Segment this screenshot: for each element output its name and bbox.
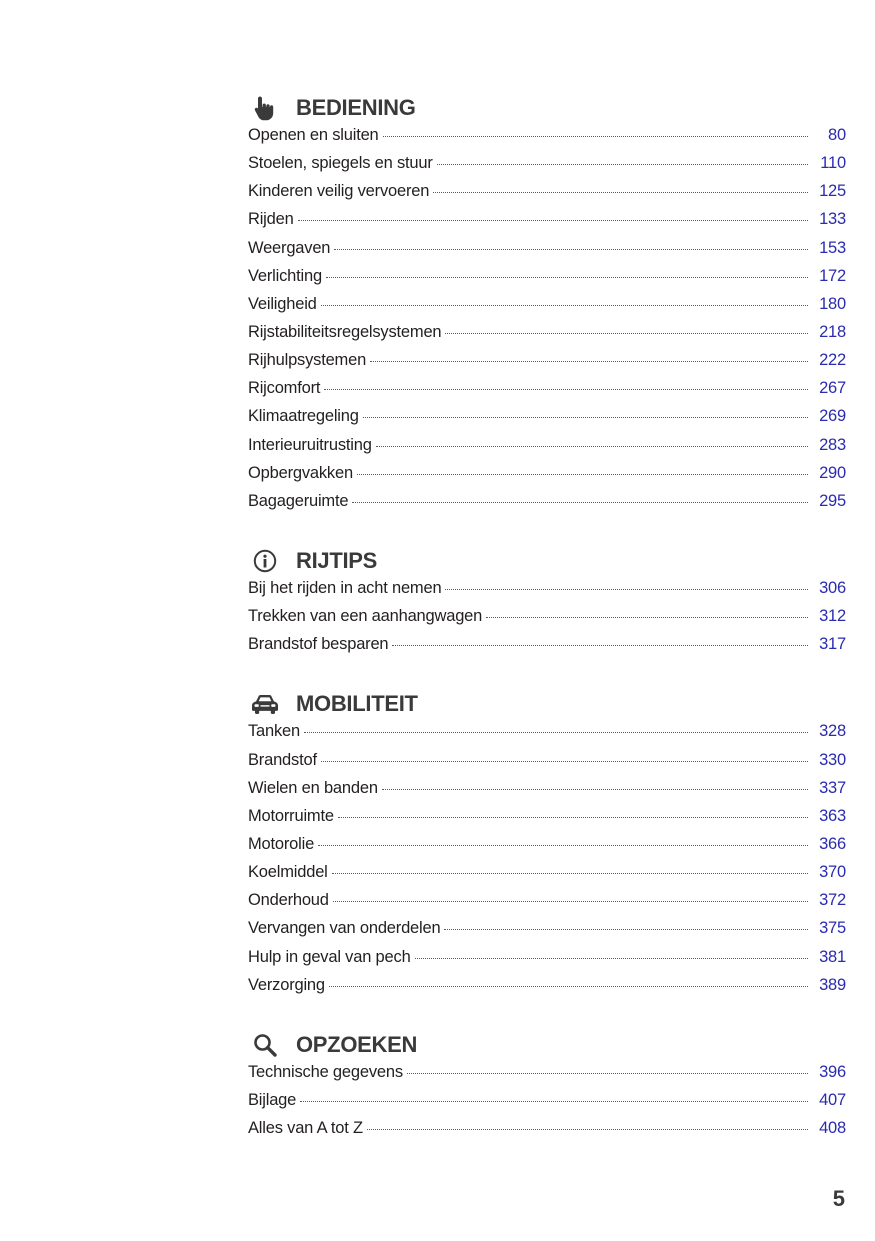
toc-page-link[interactable]: 153 (819, 238, 846, 257)
dot-leader (304, 732, 808, 733)
dot-leader (415, 958, 808, 959)
toc-entry-label: Motorruimte (248, 806, 334, 825)
toc-page-link[interactable]: 218 (819, 322, 846, 341)
toc-page-link[interactable]: 330 (819, 750, 846, 769)
toc-page-link[interactable]: 407 (819, 1090, 846, 1109)
dot-leader (318, 845, 808, 846)
toc-entry-label: Wielen en banden (248, 778, 378, 797)
dot-leader (329, 986, 808, 987)
dot-leader (445, 589, 808, 590)
toc-entry-label: Vervangen van onderdelen (248, 919, 441, 938)
toc-entry-label: Veiligheid (248, 294, 317, 313)
toc-entry[interactable] (248, 891, 846, 919)
dot-leader (437, 164, 808, 165)
toc-entry-label: Brandstof (248, 750, 317, 769)
toc-entry[interactable] (248, 948, 846, 976)
toc-entry-label: Weergaven (248, 238, 331, 257)
toc-page-link[interactable]: 366 (819, 834, 846, 853)
dot-leader (357, 474, 808, 475)
toc-entry-label: Verlichting (248, 266, 322, 285)
dot-leader (321, 305, 808, 306)
section-header (250, 546, 846, 576)
toc-entry[interactable] (248, 976, 846, 1004)
toc-entry-label: Opbergvakken (248, 463, 353, 482)
dot-leader (352, 502, 808, 503)
dot-leader (433, 192, 808, 193)
hand-pointer-icon (250, 93, 280, 123)
toc-entry-label: Interieuruitrusting (248, 435, 372, 454)
toc-entry[interactable] (248, 919, 846, 947)
page-number: 5 (832, 1186, 845, 1211)
section-title: OPZOEKEN (296, 1031, 418, 1057)
section-bediening (248, 93, 846, 520)
toc-entry[interactable] (248, 779, 846, 807)
toc-entry[interactable] (248, 835, 846, 863)
toc-page-link[interactable]: 306 (819, 578, 846, 597)
section-rijtips (248, 546, 846, 663)
toc-page-link[interactable]: 375 (819, 919, 846, 938)
toc-entry[interactable] (248, 182, 846, 210)
toc-entry[interactable] (248, 267, 846, 295)
toc-entry[interactable] (248, 1091, 846, 1119)
toc-entry[interactable] (248, 1063, 846, 1091)
section-title: RIJTIPS (296, 547, 378, 573)
dot-leader (486, 617, 808, 618)
toc-entry-label: Stoelen, spiegels en stuur (248, 154, 433, 173)
toc-entry[interactable] (248, 210, 846, 238)
toc-entry-label: Hulp in geval van pech (248, 947, 411, 966)
toc-page-link[interactable]: 372 (819, 891, 846, 910)
toc-entry-label: Bij het rijden in acht nemen (248, 578, 442, 597)
toc-entry-label: Bijlage (248, 1090, 297, 1109)
toc-page-link[interactable]: 172 (819, 266, 846, 285)
dot-leader (334, 249, 808, 250)
toc-entry-label: Technische gegevens (248, 1062, 403, 1081)
toc-page-link[interactable]: 295 (819, 491, 846, 510)
toc-entry[interactable] (248, 407, 846, 435)
section-title: MOBILITEIT (296, 691, 418, 717)
section-header (250, 1030, 846, 1060)
toc-page-link[interactable]: 267 (819, 379, 846, 398)
dot-leader (324, 389, 808, 390)
toc-entry[interactable] (248, 635, 846, 663)
dot-leader (445, 333, 808, 334)
toc-entry[interactable] (248, 154, 846, 182)
toc-entry[interactable] (248, 492, 846, 520)
toc-entry-label: Rijhulpsystemen (248, 351, 367, 370)
toc-entry-label: Motorolie (248, 834, 315, 853)
dot-leader (300, 1101, 808, 1102)
toc-page-link[interactable]: 110 (820, 154, 846, 173)
toc-page-link[interactable]: 222 (819, 351, 846, 370)
toc-page-link[interactable]: 408 (819, 1119, 846, 1138)
section-title: BEDIENING (296, 95, 416, 120)
dot-leader (407, 1073, 808, 1074)
toc-entry-label: Klimaatregeling (248, 407, 359, 426)
dot-leader (392, 645, 808, 646)
toc-entry[interactable] (248, 579, 846, 607)
dot-leader (338, 817, 808, 818)
toc-entry[interactable] (248, 379, 846, 407)
dot-leader (367, 1129, 808, 1130)
toc-page-link[interactable]: 133 (819, 210, 846, 229)
toc-entry-label: Brandstof besparen (248, 635, 389, 654)
toc-entry[interactable] (248, 863, 846, 891)
toc-page-link[interactable]: 381 (819, 947, 846, 966)
table-of-contents (248, 93, 846, 1173)
toc-entry[interactable] (248, 464, 846, 492)
toc-page-link[interactable]: 290 (819, 463, 846, 482)
dot-leader (333, 901, 808, 902)
toc-page-link[interactable]: 370 (819, 863, 846, 882)
toc-entry[interactable] (248, 323, 846, 351)
car-icon (250, 689, 280, 719)
section-mobiliteit (248, 689, 846, 1003)
toc-entry[interactable] (248, 807, 846, 835)
toc-entry-label: Bagageruimte (248, 491, 349, 510)
toc-entry[interactable] (248, 126, 846, 154)
dot-leader (444, 929, 808, 930)
toc-entry-label: Koelmiddel (248, 863, 328, 882)
toc-entry[interactable] (248, 751, 846, 779)
section-header (250, 689, 846, 719)
toc-entry-label: Rijcomfort (248, 379, 321, 398)
dot-leader (370, 361, 808, 362)
toc-entry-label: Onderhoud (248, 891, 329, 910)
dot-leader (332, 873, 808, 874)
toc-page-link[interactable]: 363 (819, 806, 846, 825)
toc-entry[interactable] (248, 295, 846, 323)
dot-leader (321, 761, 808, 762)
toc-entry-label: Trekken van een aanhangwagen (248, 607, 483, 626)
toc-page-link[interactable]: 317 (819, 635, 846, 654)
toc-entry[interactable] (248, 436, 846, 464)
dot-leader (376, 446, 808, 447)
toc-page-link[interactable]: 80 (828, 126, 846, 144)
toc-page-link[interactable]: 125 (819, 182, 846, 201)
toc-entry[interactable] (248, 607, 846, 635)
info-circle-icon (250, 546, 280, 576)
toc-entry[interactable] (248, 239, 846, 267)
toc-entry-label: Rijstabiliteitsregelsystemen (248, 322, 442, 341)
toc-page-link[interactable]: 389 (819, 975, 846, 994)
dot-leader (363, 417, 808, 418)
dot-leader (382, 789, 808, 790)
toc-page-link[interactable]: 396 (819, 1062, 846, 1081)
toc-page-link[interactable]: 269 (819, 407, 846, 426)
toc-page-link[interactable]: 283 (819, 435, 846, 454)
toc-page-link[interactable]: 312 (819, 607, 846, 626)
toc-entry[interactable] (248, 1119, 846, 1147)
toc-entry-label: Verzorging (248, 975, 325, 994)
toc-page-link[interactable]: 180 (819, 294, 846, 313)
toc-entry[interactable] (248, 722, 846, 750)
section-opzoeken (248, 1030, 846, 1147)
toc-entry[interactable] (248, 351, 846, 379)
toc-entry-label: Kinderen veilig vervoeren (248, 182, 430, 201)
toc-entry-label: Rijden (248, 210, 294, 229)
dot-leader (298, 220, 808, 221)
toc-entry-label: Openen en sluiten (248, 126, 379, 144)
magnifier-icon (250, 1030, 280, 1060)
toc-page-link[interactable]: 328 (819, 722, 846, 741)
dot-leader (383, 136, 808, 137)
toc-page-link[interactable]: 337 (819, 778, 846, 797)
dot-leader (326, 277, 808, 278)
toc-entry-label: Tanken (248, 722, 301, 741)
toc-entry-label: Alles van A tot Z (248, 1119, 363, 1138)
section-header (250, 93, 846, 123)
